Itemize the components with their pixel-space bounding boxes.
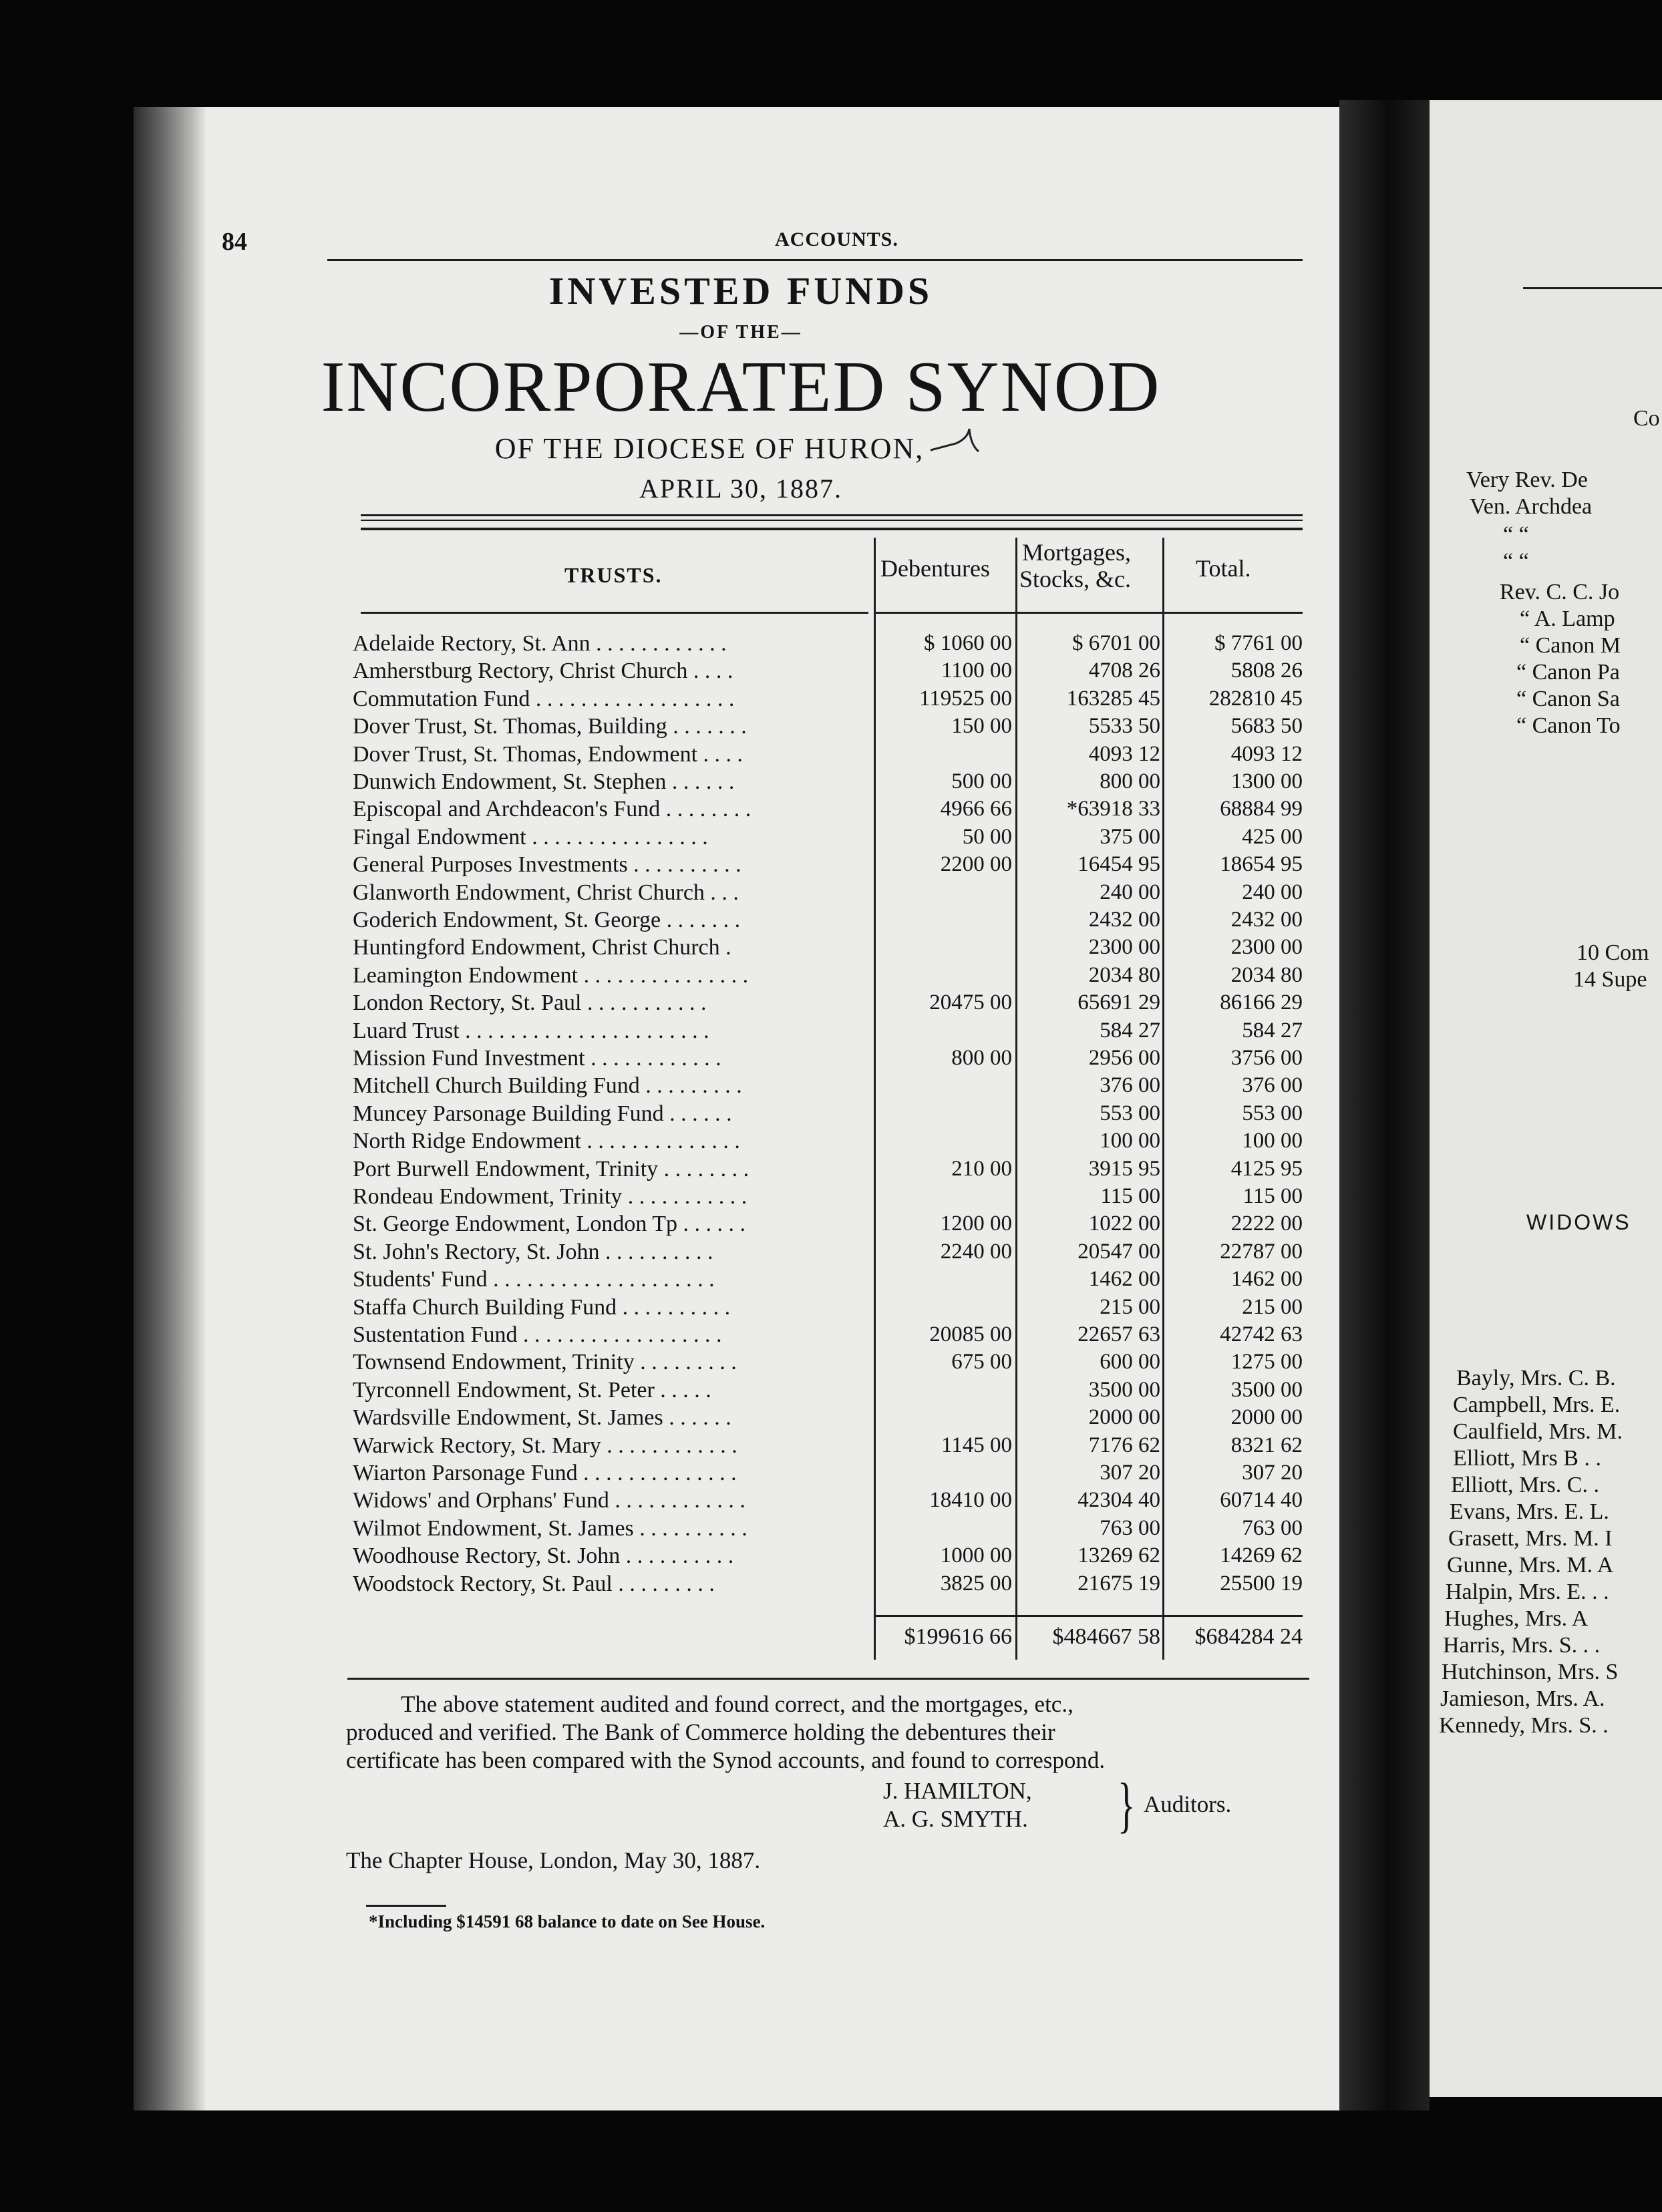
trust-name: Wiarton Parsonage Fund . . . . . . . . . . . . . . <box>353 1461 737 1485</box>
total-cell: 86166 29 <box>1220 990 1303 1015</box>
total-cell: 553 00 <box>1242 1101 1303 1125</box>
table-row <box>0 880 1336 908</box>
trust-name: Port Burwell Endowment, Trinity . . . . . . . . <box>353 1156 750 1181</box>
total-cell: 1275 00 <box>1230 1350 1303 1374</box>
table-row <box>0 1322 1336 1350</box>
trust-name: North Ridge Endowment . . . . . . . . . . . . . . <box>353 1129 740 1154</box>
mortgages-cell: 1462 00 <box>1088 1267 1160 1292</box>
title-of-the: —OF THE— <box>679 322 802 343</box>
table-row <box>0 1488 1336 1515</box>
mortgages-cell: 115 00 <box>1100 1184 1160 1208</box>
debentures-cell: 2200 00 <box>940 852 1012 877</box>
trust-name: Glanworth Endowment, Christ Church . . . <box>353 880 739 905</box>
right-page-line: 10 Com <box>1576 940 1649 965</box>
trust-name: Rondeau Endowment, Trinity . . . . . . . . . . . <box>353 1184 747 1209</box>
total-cell: 2222 00 <box>1230 1212 1303 1236</box>
mortgages-cell: 2034 80 <box>1088 962 1160 987</box>
place-and-date: The Chapter House, London, May 30, 1887. <box>346 1847 761 1873</box>
mortgages-cell: 65691 29 <box>1077 990 1160 1015</box>
mortgages-cell: 2300 00 <box>1088 935 1160 960</box>
trust-name: Townsend Endowment, Trinity . . . . . . . . . <box>353 1350 737 1375</box>
right-page-line: Kennedy, Mrs. S. . <box>1439 1713 1609 1738</box>
right-page-line: “ A. Lamp <box>1520 606 1615 631</box>
total-cell: 2034 80 <box>1230 962 1303 987</box>
debentures-cell: 18410 00 <box>929 1488 1012 1513</box>
debentures-cell: 20085 00 <box>929 1322 1012 1346</box>
table-row <box>0 1267 1336 1294</box>
trust-name: Episcopal and Archdeacon's Fund . . . . . . . . <box>353 797 752 822</box>
total-cell: 1300 00 <box>1230 769 1303 793</box>
handwritten-mark <box>927 431 987 458</box>
trust-name: Woodhouse Rectory, St. John . . . . . . . . . . <box>353 1543 734 1569</box>
table-row <box>0 1212 1336 1239</box>
header-trusts: TRUSTS. <box>564 563 663 587</box>
footnote-rule <box>366 1905 446 1907</box>
table-row <box>0 1405 1336 1433</box>
table-row <box>0 742 1336 769</box>
trust-name: Dunwich Endowment, St. Stephen . . . . . . <box>353 769 735 794</box>
trust-name: Fingal Endowment . . . . . . . . . . . . . . . . <box>353 824 708 850</box>
trust-name: St. George Endowment, London Tp . . . . . . <box>353 1212 746 1237</box>
trust-name: General Purposes Investments . . . . . . . . . . <box>353 852 741 878</box>
mortgages-cell: 240 00 <box>1100 880 1160 904</box>
audit-rule <box>347 1678 1309 1680</box>
debentures-cell: 210 00 <box>951 1156 1012 1181</box>
table-row <box>0 1572 1336 1599</box>
trust-name: Commutation Fund . . . . . . . . . . . . . . . . . . <box>353 686 735 711</box>
debentures-cell: 1145 00 <box>941 1433 1012 1457</box>
mortgages-cell: 215 00 <box>1100 1294 1160 1319</box>
total-cell: 5683 50 <box>1230 714 1303 739</box>
total-cell: 4125 95 <box>1230 1156 1303 1181</box>
total-cell: 5808 26 <box>1230 659 1303 683</box>
auditor-smyth: A. G. SMYTH. <box>883 1806 1028 1832</box>
table-row <box>0 1461 1336 1488</box>
total-cell: 68884 99 <box>1220 797 1303 821</box>
right-page-line: Very Rev. De <box>1466 468 1588 492</box>
running-head: ACCOUNTS. <box>775 228 898 250</box>
trust-name: Mission Fund Investment . . . . . . . . . . . . <box>353 1046 721 1071</box>
right-page-line: “ Canon M <box>1520 633 1621 658</box>
debentures-cell: 500 00 <box>951 769 1012 793</box>
title-invested-funds: INVESTED FUNDS <box>548 269 933 313</box>
right-page-line: “ “ <box>1503 522 1529 547</box>
mortgages-cell: 13269 62 <box>1077 1543 1160 1568</box>
trust-name: Wilmot Endowment, St. James . . . . . . . . . . <box>353 1515 747 1541</box>
table-row <box>0 852 1336 880</box>
total-cell: 4093 12 <box>1230 741 1303 766</box>
trust-name: Students' Fund . . . . . . . . . . . . . . . . . . . . <box>353 1267 715 1292</box>
total-cell: 100 00 <box>1242 1129 1303 1153</box>
debentures-cell: 800 00 <box>951 1046 1012 1070</box>
mortgages-cell: 3915 95 <box>1088 1156 1160 1181</box>
total-cell: 60714 40 <box>1220 1488 1303 1513</box>
trust-name: Adelaide Rectory, St. Ann . . . . . . . . . . . . <box>353 631 727 656</box>
right-page-line: Evans, Mrs. E. L. <box>1450 1499 1609 1524</box>
debentures-cell: 1000 00 <box>940 1543 1012 1568</box>
table-row <box>0 1433 1336 1461</box>
right-page-line: Caulfield, Mrs. M. <box>1453 1419 1623 1444</box>
auditors-label: Auditors. <box>1144 1791 1232 1817</box>
title-incorporated-synod: INCORPORATED SYNOD <box>321 347 1161 427</box>
mortgages-cell: 376 00 <box>1100 1073 1160 1098</box>
table-row <box>0 990 1336 1018</box>
total-cell: 8321 62 <box>1230 1433 1303 1457</box>
total-cell: 3756 00 <box>1230 1046 1303 1070</box>
table-row <box>0 1516 1336 1543</box>
table-row <box>0 1019 1336 1046</box>
header-total: Total. <box>1196 555 1251 582</box>
mortgages-cell: 16454 95 <box>1077 852 1160 877</box>
mortgages-cell: 600 00 <box>1100 1350 1160 1374</box>
total-cell: 2000 00 <box>1230 1405 1303 1430</box>
table-row <box>0 1184 1336 1212</box>
debentures-cell: 20475 00 <box>929 990 1012 1015</box>
total-cell: 307 20 <box>1242 1461 1303 1485</box>
mortgages-cell: 22657 63 <box>1077 1322 1160 1346</box>
trust-name: London Rectory, St. Paul . . . . . . . . . . . <box>353 990 707 1016</box>
mortgages-cell: 307 20 <box>1100 1461 1160 1485</box>
table-row <box>0 1046 1336 1073</box>
mortgages-cell: 1022 00 <box>1088 1212 1160 1236</box>
right-page-line: WIDOWS <box>1526 1210 1631 1234</box>
header-underline-trusts <box>361 612 868 614</box>
header-rule <box>327 259 1303 261</box>
mortgages-cell: 584 27 <box>1100 1018 1160 1043</box>
total-cell: 763 00 <box>1242 1515 1303 1540</box>
audit-line-1: The above statement audited and found correct, and the mortgages, etc., <box>401 1691 1073 1717</box>
trust-name: Warwick Rectory, St. Mary . . . . . . . . . . . . <box>353 1433 737 1458</box>
trust-name: Staffa Church Building Fund . . . . . . . . . . <box>353 1294 731 1320</box>
mortgages-cell: 2956 00 <box>1088 1046 1160 1070</box>
trust-name: Huntingford Endowment, Christ Church . <box>353 935 731 960</box>
mortgages-cell: 2000 00 <box>1088 1405 1160 1430</box>
debentures-cell: 150 00 <box>951 714 1012 739</box>
table-row <box>0 631 1336 659</box>
table-row <box>0 1295 1336 1322</box>
trust-name: St. John's Rectory, St. John . . . . . . . . . . <box>353 1239 713 1264</box>
table-row <box>0 963 1336 990</box>
title-diocese: OF THE DIOCESE OF HURON, <box>494 432 925 465</box>
total-cell: 2432 00 <box>1230 908 1303 932</box>
trust-name: Leamington Endowment . . . . . . . . . . . . . . . <box>353 962 749 988</box>
total-cell: 1462 00 <box>1230 1267 1303 1292</box>
mortgages-cell: 163285 45 <box>1066 686 1160 711</box>
mortgages-cell: 20547 00 <box>1077 1239 1160 1264</box>
trust-name: Dover Trust, St. Thomas, Building . . . . . . . <box>353 714 747 739</box>
trust-name: Dover Trust, St. Thomas, Endowment . . . . <box>353 741 743 767</box>
mortgages-cell: 4093 12 <box>1088 741 1160 766</box>
right-page-line: Elliott, Mrs. C. . <box>1451 1473 1599 1497</box>
mortgages-cell: 5533 50 <box>1088 714 1160 739</box>
title-rule-bottom <box>361 528 1303 530</box>
right-page-line: Rev. C. C. Jo <box>1500 580 1620 604</box>
total-cell: 3500 00 <box>1230 1377 1303 1402</box>
debentures-cell: 119525 00 <box>919 686 1012 711</box>
total-cell: 14269 62 <box>1220 1543 1303 1568</box>
total-cell: 376 00 <box>1242 1073 1303 1098</box>
mortgages-cell: 42304 40 <box>1077 1488 1160 1513</box>
audit-line-2: produced and verified. The Bank of Commerce holding the debentures their <box>346 1719 1055 1745</box>
right-page-line: “ “ <box>1503 549 1529 574</box>
title-rule-mid <box>361 520 1303 521</box>
total-cell: 42742 63 <box>1220 1322 1303 1346</box>
debentures-cell: 2240 00 <box>940 1239 1012 1264</box>
right-page-line: 14 Supe <box>1573 967 1647 992</box>
mortgages-cell: 7176 62 <box>1088 1433 1160 1457</box>
right-page-line: Jamieson, Mrs. A. <box>1440 1686 1605 1711</box>
table-row <box>0 1129 1336 1156</box>
right-page-line: Hutchinson, Mrs. S <box>1442 1660 1619 1684</box>
trust-name: Widows' and Orphans' Fund . . . . . . . . . . . . <box>353 1488 745 1513</box>
right-page-line: “ Canon Sa <box>1516 687 1620 711</box>
table-row <box>0 1073 1336 1101</box>
right-page-line: “ Canon To <box>1516 713 1621 738</box>
trust-name: Wardsville Endowment, St. James . . . . . . <box>353 1405 731 1431</box>
totals-rule <box>875 1615 1303 1617</box>
total-cell: 25500 19 <box>1220 1571 1303 1596</box>
mortgages-cell: 4708 26 <box>1088 659 1160 683</box>
mortgages-cell: *63918 33 <box>1066 797 1160 821</box>
mortgages-cell: 21675 19 <box>1077 1571 1160 1596</box>
right-page-line: Ven. Archdea <box>1470 494 1593 519</box>
right-page-line: Gunne, Mrs. M. A <box>1447 1553 1614 1578</box>
table-row <box>0 1240 1336 1267</box>
trust-name: Goderich Endowment, St. George . . . . . . . <box>353 908 741 932</box>
mortgages-cell: 763 00 <box>1100 1515 1160 1540</box>
auditors-brace: } <box>1117 1771 1136 1839</box>
trust-name: Muncey Parsonage Building Fund . . . . . . <box>353 1101 732 1126</box>
right-page-line: Hughes, Mrs. A <box>1444 1606 1589 1631</box>
page-number: 84 <box>222 228 247 256</box>
total-cell: 282810 45 <box>1208 686 1303 711</box>
debentures-cell: 4966 66 <box>940 797 1012 821</box>
trust-name: Sustentation Fund . . . . . . . . . . . . . . . . . . <box>353 1322 722 1347</box>
right-page-rule <box>1523 287 1662 289</box>
right-page-line: Co <box>1633 406 1660 431</box>
right-page-line: Halpin, Mrs. E. . . <box>1446 1580 1609 1604</box>
right-page-line: Elliott, Mrs B . . <box>1453 1446 1601 1471</box>
trust-name: Mitchell Church Building Fund . . . . . . . . . <box>353 1073 742 1099</box>
header-mortgages-line1: Mortgages, <box>1022 539 1131 566</box>
title-rule-top <box>361 514 1303 516</box>
total-mortgages: $484667 58 <box>1052 1624 1160 1649</box>
right-page-line: “ Canon Pa <box>1516 660 1620 685</box>
right-page-line: Campbell, Mrs. E. <box>1453 1393 1621 1417</box>
trust-name: Tyrconnell Endowment, St. Peter . . . . . <box>353 1377 711 1403</box>
total-debentures: $199616 66 <box>904 1624 1012 1649</box>
debentures-cell: 50 00 <box>962 824 1012 849</box>
mortgages-cell: 375 00 <box>1100 824 1160 849</box>
header-debentures: Debentures <box>880 555 990 582</box>
trust-name: Amherstburg Rectory, Christ Church . . . . <box>353 659 733 684</box>
total-cell: 215 00 <box>1242 1294 1303 1319</box>
total-cell: 115 00 <box>1242 1184 1303 1208</box>
header-mortgages-line2: Stocks, &c. <box>1019 566 1131 592</box>
table-row <box>0 1157 1336 1184</box>
table-row <box>0 769 1336 797</box>
total-cell: 584 27 <box>1242 1018 1303 1043</box>
table-row <box>0 1378 1336 1405</box>
total-cell: 18654 95 <box>1220 852 1303 877</box>
debentures-cell: 3825 00 <box>940 1571 1012 1596</box>
total-cell: 22787 00 <box>1220 1239 1303 1264</box>
debentures-cell: 1100 00 <box>941 659 1012 683</box>
audit-line-3: certificate has been compared with the Synod accounts, and found to correspond. <box>346 1747 1106 1773</box>
table-row <box>0 1350 1336 1377</box>
right-page-line: Harris, Mrs. S. . . <box>1443 1633 1601 1658</box>
total-cell: 240 00 <box>1242 880 1303 904</box>
table-row <box>0 797 1336 824</box>
auditor-hamilton: J. HAMILTON, <box>883 1778 1032 1804</box>
title-date: APRIL 30, 1887. <box>639 474 843 504</box>
table-row <box>0 687 1336 714</box>
table-row <box>0 1101 1336 1129</box>
total-cell: 425 00 <box>1242 824 1303 849</box>
debentures-cell: 675 00 <box>951 1350 1012 1374</box>
mortgages-cell: 100 00 <box>1100 1129 1160 1153</box>
table-row <box>0 714 1336 741</box>
footnote: *Including $14591 68 balance to date on See House. <box>369 1911 766 1931</box>
trust-name: Woodstock Rectory, St. Paul . . . . . . . . . <box>353 1571 715 1596</box>
total-cell: 2300 00 <box>1230 935 1303 960</box>
table-row <box>0 935 1336 962</box>
right-page-line: Bayly, Mrs. C. B. <box>1456 1366 1616 1391</box>
debentures-cell: 1200 00 <box>940 1212 1012 1236</box>
mortgages-cell: 553 00 <box>1100 1101 1160 1125</box>
trust-name: Luard Trust . . . . . . . . . . . . . . . . . . . . . . <box>353 1018 709 1043</box>
mortgages-cell: $ 6701 00 <box>1072 631 1160 655</box>
table-row <box>0 825 1336 852</box>
header-underline-values <box>875 612 1303 614</box>
right-page-line: Grasett, Mrs. M. I <box>1448 1526 1613 1551</box>
mortgages-cell: 3500 00 <box>1088 1377 1160 1402</box>
grand-total: $684284 24 <box>1194 1624 1303 1649</box>
table-row <box>0 659 1336 686</box>
mortgages-cell: 2432 00 <box>1088 908 1160 932</box>
total-cell: $ 7761 00 <box>1214 631 1303 655</box>
table-row <box>0 908 1336 935</box>
debentures-cell: $ 1060 00 <box>924 631 1012 655</box>
table-row <box>0 1543 1336 1571</box>
mortgages-cell: 800 00 <box>1100 769 1160 793</box>
